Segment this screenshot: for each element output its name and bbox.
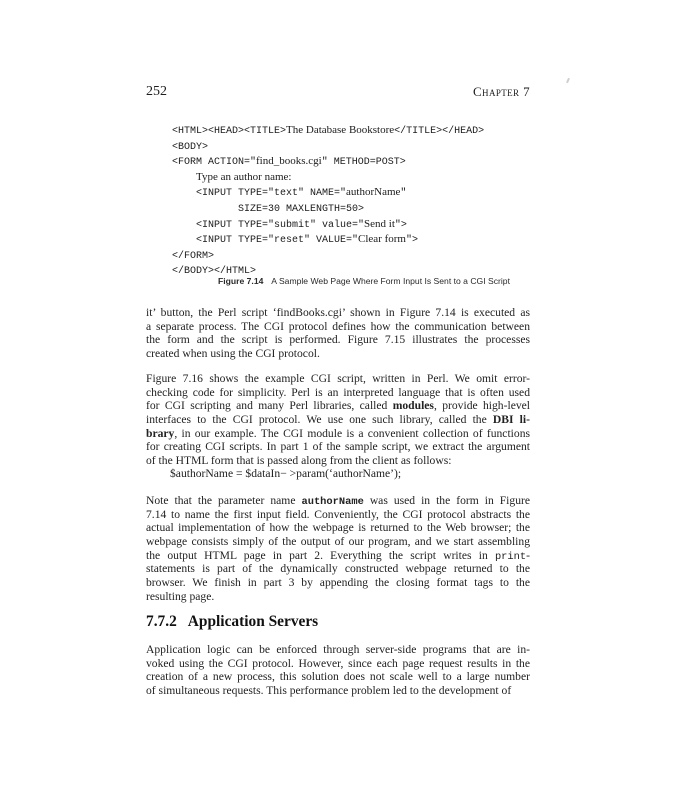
text-segment: -	[526, 548, 530, 562]
text-line	[146, 386, 530, 400]
emphasis-text: brary	[146, 426, 175, 440]
text-segment: 7.14 to name the first input field. Conveniently, the CGI protocol abstracts the	[146, 507, 530, 521]
text-line	[146, 320, 530, 334]
text-segment: webpage consists simply of the output of our program, and we start assembling	[146, 535, 530, 549]
figure-caption	[218, 276, 510, 286]
text-segment: resulting page.	[146, 589, 215, 603]
emphasis-text: print	[494, 550, 527, 563]
code-line	[172, 248, 484, 264]
section-heading	[146, 613, 318, 631]
text-line	[146, 562, 530, 576]
text-segment: Figure 7.16 shows the example CGI script, written in Perl. We omit error-	[146, 372, 530, 385]
code-segment: <BODY>	[172, 141, 209, 153]
text-segment: creation of a new process, this solution does not scale well to a large number	[146, 670, 530, 684]
emphasis-text: DBI li-	[492, 413, 530, 427]
chapter-label: Chapter 7	[472, 84, 530, 99]
code-segment: <FORM ACTION="	[172, 157, 257, 169]
code-segment: </FORM>	[172, 250, 215, 262]
emphasis-text: modules	[392, 399, 434, 413]
text-segment: the form and the script is performed. Figure 7.15 illustrates the processes	[146, 333, 530, 347]
text-line	[146, 494, 530, 508]
text-line	[146, 643, 530, 657]
text-line	[146, 333, 530, 347]
text-line	[146, 576, 530, 590]
scan-mark	[566, 78, 570, 83]
code-line	[172, 217, 484, 233]
code-line	[172, 123, 484, 139]
text-line	[146, 399, 530, 413]
perl-code-example: $authorName = $dataIn− >param(‘authorName’);	[170, 467, 402, 480]
figure-label: Figure 7.14	[218, 276, 264, 286]
text-segment: checking code for simplicity. Perl is an interpreted language that is often used	[146, 385, 530, 399]
page-number: 252	[146, 84, 167, 99]
text-line	[146, 413, 530, 427]
code-segment	[172, 173, 196, 184]
paragraph	[146, 643, 530, 698]
text-line	[146, 306, 530, 320]
code-line	[172, 201, 484, 217]
code-line	[172, 232, 484, 248]
code-segment: Clear form	[358, 233, 406, 246]
paragraph	[146, 306, 530, 361]
code-segment: Send it	[364, 217, 395, 230]
text-segment: the output HTML page in part 2. Everything the script writes in	[146, 548, 495, 562]
figure-caption-text: A Sample Web Page Where Form Input Is Sent to a CGI Script	[271, 276, 510, 286]
paragraph	[146, 372, 530, 468]
text-segment: of simultaneous requests. This performance problem led to the development of	[146, 684, 512, 698]
text-segment: interfaces to the CGI protocol. We use one such library, called the	[146, 413, 493, 427]
emphasis-text: authorName	[301, 496, 364, 508]
text-line	[146, 670, 530, 684]
text-segment: , in our example. The CGI module is a convenient collection of functions	[174, 426, 530, 440]
code-line	[172, 139, 484, 155]
code-segment: Type an author name:	[196, 170, 292, 183]
text-line	[146, 347, 530, 361]
text-line	[146, 549, 530, 563]
text-segment: created when using the CGI protocol.	[146, 347, 320, 361]
code-segment: </TITLE></HEAD>	[394, 126, 485, 137]
text-segment: of the HTML form that is passed along from the client as follows:	[146, 454, 452, 468]
text-segment: statements is part of the dynamically constructed webpage returned to the	[146, 562, 530, 576]
code-segment: <INPUT TYPE="reset" VALUE="	[172, 235, 359, 247]
text-segment: Application logic can be enforced through server-side programs that are in-	[146, 643, 530, 656]
text-line	[146, 440, 530, 454]
paragraph	[146, 494, 530, 604]
code-segment: The Database Bookstore	[286, 124, 395, 136]
code-segment: ">	[394, 219, 407, 231]
code-segment: " METHOD=POST>	[321, 157, 406, 169]
text-segment: for CGI scripting and many Perl libraries, called	[146, 399, 393, 413]
code-line	[172, 154, 484, 170]
html-code-listing	[172, 123, 484, 279]
text-segment: a separate process. The CGI protocol defines how the communication between	[146, 319, 530, 333]
text-line	[146, 427, 530, 441]
code-segment: ">	[405, 235, 418, 247]
section-title: Application Servers	[187, 613, 319, 630]
code-segment: <INPUT TYPE="text" NAME="	[172, 188, 347, 200]
code-line	[172, 170, 484, 186]
text-segment: was used in the form in Figure	[363, 494, 531, 507]
text-segment: browser. We finish in part 3 by appending the closing format tags to the	[146, 576, 530, 590]
text-line	[146, 521, 530, 535]
code-segment: <HTML><HEAD><TITLE>	[172, 126, 287, 137]
text-segment: for creating CGI scripts. In part 1 of the sample script, we extract the argument	[146, 440, 530, 454]
code-segment: find_books.cgi	[256, 155, 322, 168]
text-segment: , provide high-level	[433, 399, 530, 413]
code-segment: SIZE=30 MAXLENGTH=50>	[172, 203, 365, 215]
code-segment: "	[400, 188, 407, 200]
code-segment: authorName	[346, 186, 401, 199]
text-segment: Note that the parameter name	[146, 494, 302, 507]
text-segment: it’ button, the Perl script ‘findBooks.cgi’ shown in Figure 7.14 is executed as	[146, 306, 530, 319]
code-segment: </BODY></HTML>	[172, 266, 257, 278]
text-line	[146, 454, 530, 468]
text-line	[146, 372, 530, 386]
text-line	[146, 535, 530, 549]
page-header	[146, 84, 530, 106]
code-line	[172, 185, 484, 201]
text-line	[146, 508, 530, 522]
text-line	[146, 657, 530, 671]
text-segment: actual implementation of how the webpage is returned to the Web browser; the	[146, 521, 530, 535]
section-number: 7.7.2	[146, 613, 177, 630]
text-line	[146, 590, 530, 604]
text-segment: voked using the CGI protocol. However, since each page request results in the	[146, 656, 530, 670]
text-line	[146, 684, 530, 698]
code-segment: <INPUT TYPE="submit" value="	[172, 219, 365, 231]
